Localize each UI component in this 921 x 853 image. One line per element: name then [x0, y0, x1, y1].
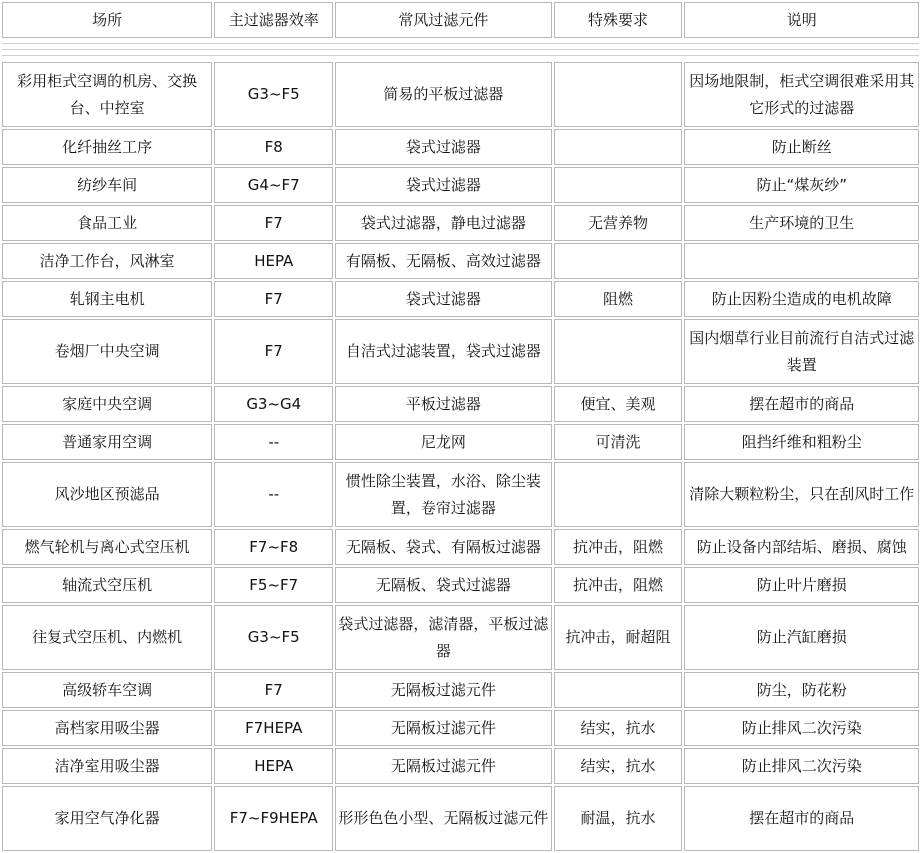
- cell-place: 食品工业: [2, 205, 212, 241]
- cell-place: 彩用柜式空调的机房、交换台、中控室: [2, 62, 212, 127]
- cell-note: 防尘，防花粉: [684, 672, 919, 708]
- cell-element: 尼龙网: [335, 424, 551, 460]
- cell-special: 阻燃: [554, 281, 683, 317]
- cell-note: 防止断丝: [684, 129, 919, 165]
- cell-special: 抗冲击，耐超阻: [554, 605, 683, 670]
- cell-special: [554, 672, 683, 708]
- cell-element: 无隔板、袋式、有隔板过滤器: [335, 529, 551, 565]
- cell-efficiency: F7: [214, 281, 333, 317]
- cell-special: [554, 462, 683, 527]
- cell-place: 卷烟厂中央空调: [2, 319, 212, 384]
- cell-special: 无营养物: [554, 205, 683, 241]
- table-row: [2, 281, 919, 317]
- table-row: [2, 567, 919, 603]
- cell-place: 高级轿车空调: [2, 672, 212, 708]
- cell-element: 无隔板过滤元件: [335, 748, 551, 784]
- cell-note: 防止设备内部结垢、磨损、腐蚀: [684, 529, 919, 565]
- cell-special: 抗冲击，阻燃: [554, 567, 683, 603]
- cell-note: 阻挡纤维和粗粉尘: [684, 424, 919, 460]
- cell-efficiency: F8: [214, 129, 333, 165]
- cell-element: 袋式过滤器: [335, 167, 551, 203]
- table-row: [2, 424, 919, 460]
- cell-element: 无隔板过滤元件: [335, 710, 551, 746]
- cell-special: 耐温，抗水: [554, 786, 683, 851]
- header-place: 场所: [2, 2, 212, 38]
- cell-note: 防止排风二次污染: [684, 748, 919, 784]
- cell-special: [554, 319, 683, 384]
- cell-note: 摆在超市的商品: [684, 786, 919, 851]
- cell-special: 结实，抗水: [554, 710, 683, 746]
- cell-note: [684, 243, 919, 279]
- cell-efficiency: G3~F5: [214, 605, 333, 670]
- table-row: [2, 672, 919, 708]
- cell-special: 结实，抗水: [554, 748, 683, 784]
- cell-efficiency: --: [214, 462, 333, 527]
- header-special: 特殊要求: [554, 2, 683, 38]
- cell-note: 清除大颗粒粉尘，只在刮风时工作: [684, 462, 919, 527]
- separator-band: [2, 40, 919, 60]
- cell-efficiency: F7~F8: [214, 529, 333, 565]
- cell-efficiency: --: [214, 424, 333, 460]
- cell-note: 防止排风二次污染: [684, 710, 919, 746]
- cell-place: 高档家用吸尘器: [2, 710, 212, 746]
- cell-element: 有隔板、无隔板、高效过滤器: [335, 243, 551, 279]
- cell-place: 轧钢主电机: [2, 281, 212, 317]
- cell-efficiency: G3~F5: [214, 62, 333, 127]
- cell-element: 简易的平板过滤器: [335, 62, 551, 127]
- cell-note: 生产环境的卫生: [684, 205, 919, 241]
- cell-element: 惯性除尘装置，水浴、除尘装置，卷帘过滤器: [335, 462, 551, 527]
- header-separator: [2, 40, 919, 60]
- cell-efficiency: F7HEPA: [214, 710, 333, 746]
- cell-element: 自洁式过滤装置，袋式过滤器: [335, 319, 551, 384]
- cell-note: 国内烟草行业目前流行自洁式过滤装置: [684, 319, 919, 384]
- cell-element: 平板过滤器: [335, 386, 551, 422]
- table-row: [2, 62, 919, 127]
- cell-special: [554, 62, 683, 127]
- table-row: [2, 243, 919, 279]
- cell-place: 往复式空压机、内燃机: [2, 605, 212, 670]
- cell-efficiency: F7~F9HEPA: [214, 786, 333, 851]
- header-efficiency: 主过滤器效率: [214, 2, 333, 38]
- cell-note: 防止叶片磨损: [684, 567, 919, 603]
- table-row: [2, 462, 919, 527]
- cell-efficiency: HEPA: [214, 243, 333, 279]
- table-row: [2, 605, 919, 670]
- table-row: [2, 129, 919, 165]
- header-element: 常风过滤元件: [335, 2, 551, 38]
- table-row: [2, 205, 919, 241]
- table-row: [2, 167, 919, 203]
- cell-place: 轴流式空压机: [2, 567, 212, 603]
- cell-place: 家用空气净化器: [2, 786, 212, 851]
- cell-element: 袋式过滤器: [335, 129, 551, 165]
- cell-element: 无隔板、袋式过滤器: [335, 567, 551, 603]
- cell-efficiency: F7: [214, 319, 333, 384]
- cell-special: [554, 243, 683, 279]
- table-row: [2, 786, 919, 851]
- cell-efficiency: HEPA: [214, 748, 333, 784]
- cell-note: 因场地限制，柜式空调很难采用其它形式的过滤器: [684, 62, 919, 127]
- cell-note: 防止“煤灰纱”: [684, 167, 919, 203]
- cell-element: 袋式过滤器: [335, 281, 551, 317]
- cell-special: 便宜、美观: [554, 386, 683, 422]
- cell-special: [554, 129, 683, 165]
- cell-element: 袋式过滤器，静电过滤器: [335, 205, 551, 241]
- table-row: [2, 386, 919, 422]
- cell-place: 风沙地区预滤品: [2, 462, 212, 527]
- cell-element: 形形色色小型、无隔板过滤元件: [335, 786, 551, 851]
- cell-efficiency: F7: [214, 205, 333, 241]
- table-row: [2, 529, 919, 565]
- cell-special: 抗冲击，阻燃: [554, 529, 683, 565]
- header-note: 说明: [684, 2, 919, 38]
- table-row: [2, 710, 919, 746]
- table-row: [2, 319, 919, 384]
- cell-efficiency: F7: [214, 672, 333, 708]
- cell-element: 袋式过滤器，滤清器，平板过滤器: [335, 605, 551, 670]
- cell-place: 普通家用空调: [2, 424, 212, 460]
- cell-place: 家庭中央空调: [2, 386, 212, 422]
- table-row: [2, 748, 919, 784]
- cell-element: 无隔板过滤元件: [335, 672, 551, 708]
- cell-note: 防止汽缸磨损: [684, 605, 919, 670]
- cell-efficiency: G4~F7: [214, 167, 333, 203]
- cell-note: 防止因粉尘造成的电机故障: [684, 281, 919, 317]
- cell-special: [554, 167, 683, 203]
- cell-place: 纺纱车间: [2, 167, 212, 203]
- cell-place: 洁净室用吸尘器: [2, 748, 212, 784]
- cell-place: 燃气轮机与离心式空压机: [2, 529, 212, 565]
- cell-note: 摆在超市的商品: [684, 386, 919, 422]
- cell-place: 化纤抽丝工序: [2, 129, 212, 165]
- table-header-row: [2, 2, 919, 38]
- cell-place: 洁净工作台，风淋室: [2, 243, 212, 279]
- cell-efficiency: G3~G4: [214, 386, 333, 422]
- cell-special: 可清洗: [554, 424, 683, 460]
- cell-efficiency: F5~F7: [214, 567, 333, 603]
